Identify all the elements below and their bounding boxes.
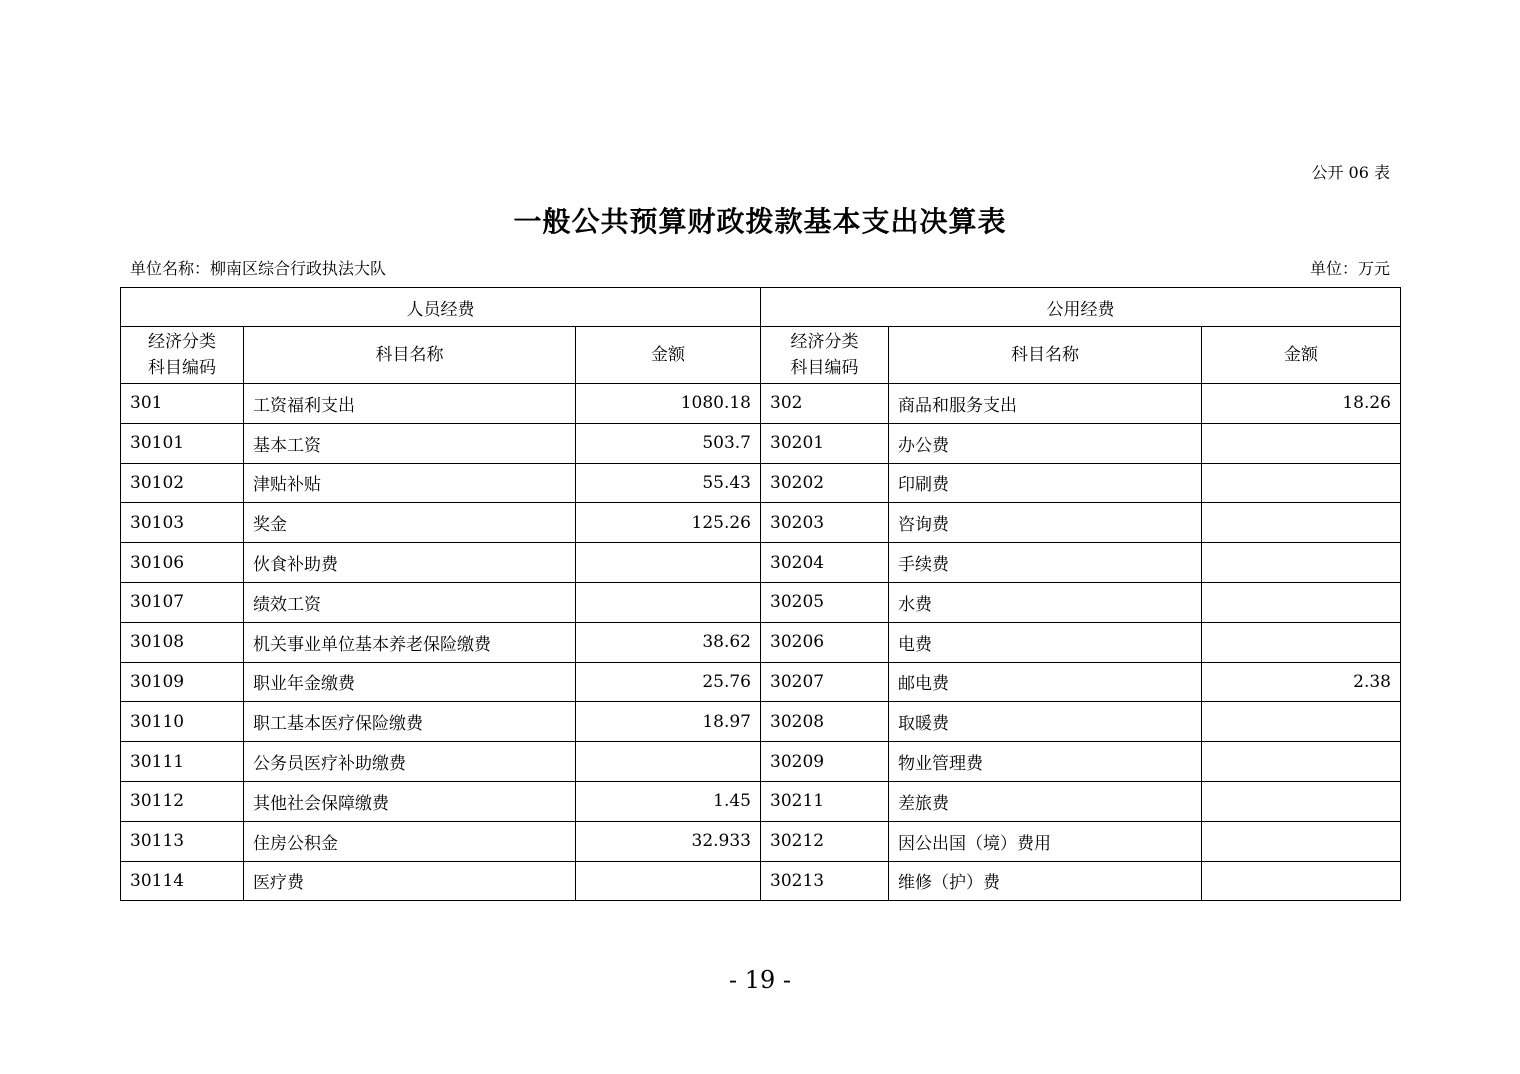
right-name-cell: 咨询费 bbox=[889, 503, 1202, 543]
right-amount-cell bbox=[1202, 821, 1401, 861]
left-name-cell: 奖金 bbox=[244, 503, 576, 543]
left-name-cell: 公务员医疗补助缴费 bbox=[244, 742, 576, 782]
right-amount-cell bbox=[1202, 702, 1401, 742]
left-amount-cell bbox=[576, 582, 761, 622]
right-code-cell: 30208 bbox=[761, 702, 889, 742]
right-amount-cell bbox=[1202, 622, 1401, 662]
left-code-cell: 30109 bbox=[121, 662, 244, 702]
right-name-cell: 水费 bbox=[889, 582, 1202, 622]
table-row bbox=[121, 781, 1401, 821]
right-name-cell: 手续费 bbox=[889, 543, 1202, 583]
right-name-header: 科目名称 bbox=[889, 327, 1202, 384]
right-code-cell: 30203 bbox=[761, 503, 889, 543]
left-code-cell: 30113 bbox=[121, 821, 244, 861]
right-code-cell: 30213 bbox=[761, 861, 889, 901]
right-amount-cell bbox=[1202, 463, 1401, 503]
left-name-cell: 住房公积金 bbox=[244, 821, 576, 861]
right-amount-cell bbox=[1202, 582, 1401, 622]
right-code-cell: 30205 bbox=[761, 582, 889, 622]
right-code-cell: 30209 bbox=[761, 742, 889, 782]
left-amount-cell: 18.97 bbox=[576, 702, 761, 742]
left-code-cell: 30101 bbox=[121, 423, 244, 463]
left-code-cell: 30108 bbox=[121, 622, 244, 662]
left-name-cell: 工资福利支出 bbox=[244, 384, 576, 424]
right-code-cell: 30204 bbox=[761, 543, 889, 583]
table-row bbox=[121, 503, 1401, 543]
table-row bbox=[121, 821, 1401, 861]
right-amount-header: 金额 bbox=[1202, 327, 1401, 384]
right-name-cell: 物业管理费 bbox=[889, 742, 1202, 782]
left-code-header: 经济分类 科目编码 bbox=[121, 327, 244, 384]
currency-unit-label: 单位：万元 bbox=[1309, 259, 1390, 278]
left-amount-cell: 503.7 bbox=[576, 423, 761, 463]
left-amount-cell: 32.933 bbox=[576, 821, 761, 861]
left-name-cell: 机关事业单位基本养老保险缴费 bbox=[244, 622, 576, 662]
right-name-cell: 办公费 bbox=[889, 423, 1202, 463]
left-name-cell: 基本工资 bbox=[244, 423, 576, 463]
left-name-cell: 医疗费 bbox=[244, 861, 576, 901]
right-name-cell: 电费 bbox=[889, 622, 1202, 662]
page-number: - 19 - bbox=[728, 966, 791, 994]
left-code-cell: 30107 bbox=[121, 582, 244, 622]
right-amount-cell bbox=[1202, 423, 1401, 463]
table-row bbox=[121, 742, 1401, 782]
left-name-cell: 职业年金缴费 bbox=[244, 662, 576, 702]
left-code-cell: 301 bbox=[121, 384, 244, 424]
right-name-cell: 印刷费 bbox=[889, 463, 1202, 503]
right-amount-cell bbox=[1202, 543, 1401, 583]
left-code-cell: 30112 bbox=[121, 781, 244, 821]
left-amount-cell: 38.62 bbox=[576, 622, 761, 662]
left-name-cell: 职工基本医疗保险缴费 bbox=[244, 702, 576, 742]
right-name-cell: 邮电费 bbox=[889, 662, 1202, 702]
left-code-cell: 30110 bbox=[121, 702, 244, 742]
public-group-header: 公用经费 bbox=[761, 288, 1401, 327]
column-header-row bbox=[121, 327, 1401, 384]
left-amount-cell: 125.26 bbox=[576, 503, 761, 543]
group-header-row bbox=[121, 288, 1401, 327]
right-code-cell: 30211 bbox=[761, 781, 889, 821]
right-amount-cell: 18.26 bbox=[1202, 384, 1401, 424]
left-amount-cell: 1.45 bbox=[576, 781, 761, 821]
table-row bbox=[121, 384, 1401, 424]
left-code-cell: 30114 bbox=[121, 861, 244, 901]
left-name-cell: 津贴补贴 bbox=[244, 463, 576, 503]
left-amount-cell bbox=[576, 543, 761, 583]
right-code-header: 经济分类 科目编码 bbox=[761, 327, 889, 384]
right-code-cell: 30207 bbox=[761, 662, 889, 702]
right-name-cell: 差旅费 bbox=[889, 781, 1202, 821]
right-amount-cell bbox=[1202, 861, 1401, 901]
left-amount-cell: 25.76 bbox=[576, 662, 761, 702]
right-name-cell: 维修（护）费 bbox=[889, 861, 1202, 901]
left-name-header: 科目名称 bbox=[244, 327, 576, 384]
unit-name-label: 单位名称：柳南区综合行政执法大队 bbox=[130, 259, 387, 278]
page-title: 一般公共预算财政拨款基本支出决算表 bbox=[513, 205, 1007, 238]
right-amount-cell: 2.38 bbox=[1202, 662, 1401, 702]
right-amount-cell bbox=[1202, 503, 1401, 543]
right-name-cell: 因公出国（境）费用 bbox=[889, 821, 1202, 861]
right-code-cell: 30212 bbox=[761, 821, 889, 861]
table-row bbox=[121, 423, 1401, 463]
table-row bbox=[121, 463, 1401, 503]
left-name-cell: 其他社会保障缴费 bbox=[244, 781, 576, 821]
table-row bbox=[121, 702, 1401, 742]
table-row bbox=[121, 861, 1401, 901]
left-name-cell: 绩效工资 bbox=[244, 582, 576, 622]
table-row bbox=[121, 622, 1401, 662]
form-number: 公开 06 表 bbox=[1311, 163, 1390, 182]
left-amount-cell: 1080.18 bbox=[576, 384, 761, 424]
left-code-cell: 30111 bbox=[121, 742, 244, 782]
left-amount-cell: 55.43 bbox=[576, 463, 761, 503]
left-name-cell: 伙食补助费 bbox=[244, 543, 576, 583]
left-amount-cell bbox=[576, 861, 761, 901]
personnel-group-header: 人员经费 bbox=[121, 288, 761, 327]
right-name-cell: 商品和服务支出 bbox=[889, 384, 1202, 424]
table-row bbox=[121, 543, 1401, 583]
right-code-cell: 30202 bbox=[761, 463, 889, 503]
left-code-cell: 30106 bbox=[121, 543, 244, 583]
budget-table bbox=[120, 287, 1401, 901]
left-code-cell: 30103 bbox=[121, 503, 244, 543]
left-code-cell: 30102 bbox=[121, 463, 244, 503]
right-code-cell: 30201 bbox=[761, 423, 889, 463]
left-amount-cell bbox=[576, 742, 761, 782]
right-code-cell: 30206 bbox=[761, 622, 889, 662]
left-amount-header: 金额 bbox=[576, 327, 761, 384]
right-amount-cell bbox=[1202, 742, 1401, 782]
table-row bbox=[121, 662, 1401, 702]
table-row bbox=[121, 582, 1401, 622]
right-name-cell: 取暖费 bbox=[889, 702, 1202, 742]
right-code-cell: 302 bbox=[761, 384, 889, 424]
right-amount-cell bbox=[1202, 781, 1401, 821]
